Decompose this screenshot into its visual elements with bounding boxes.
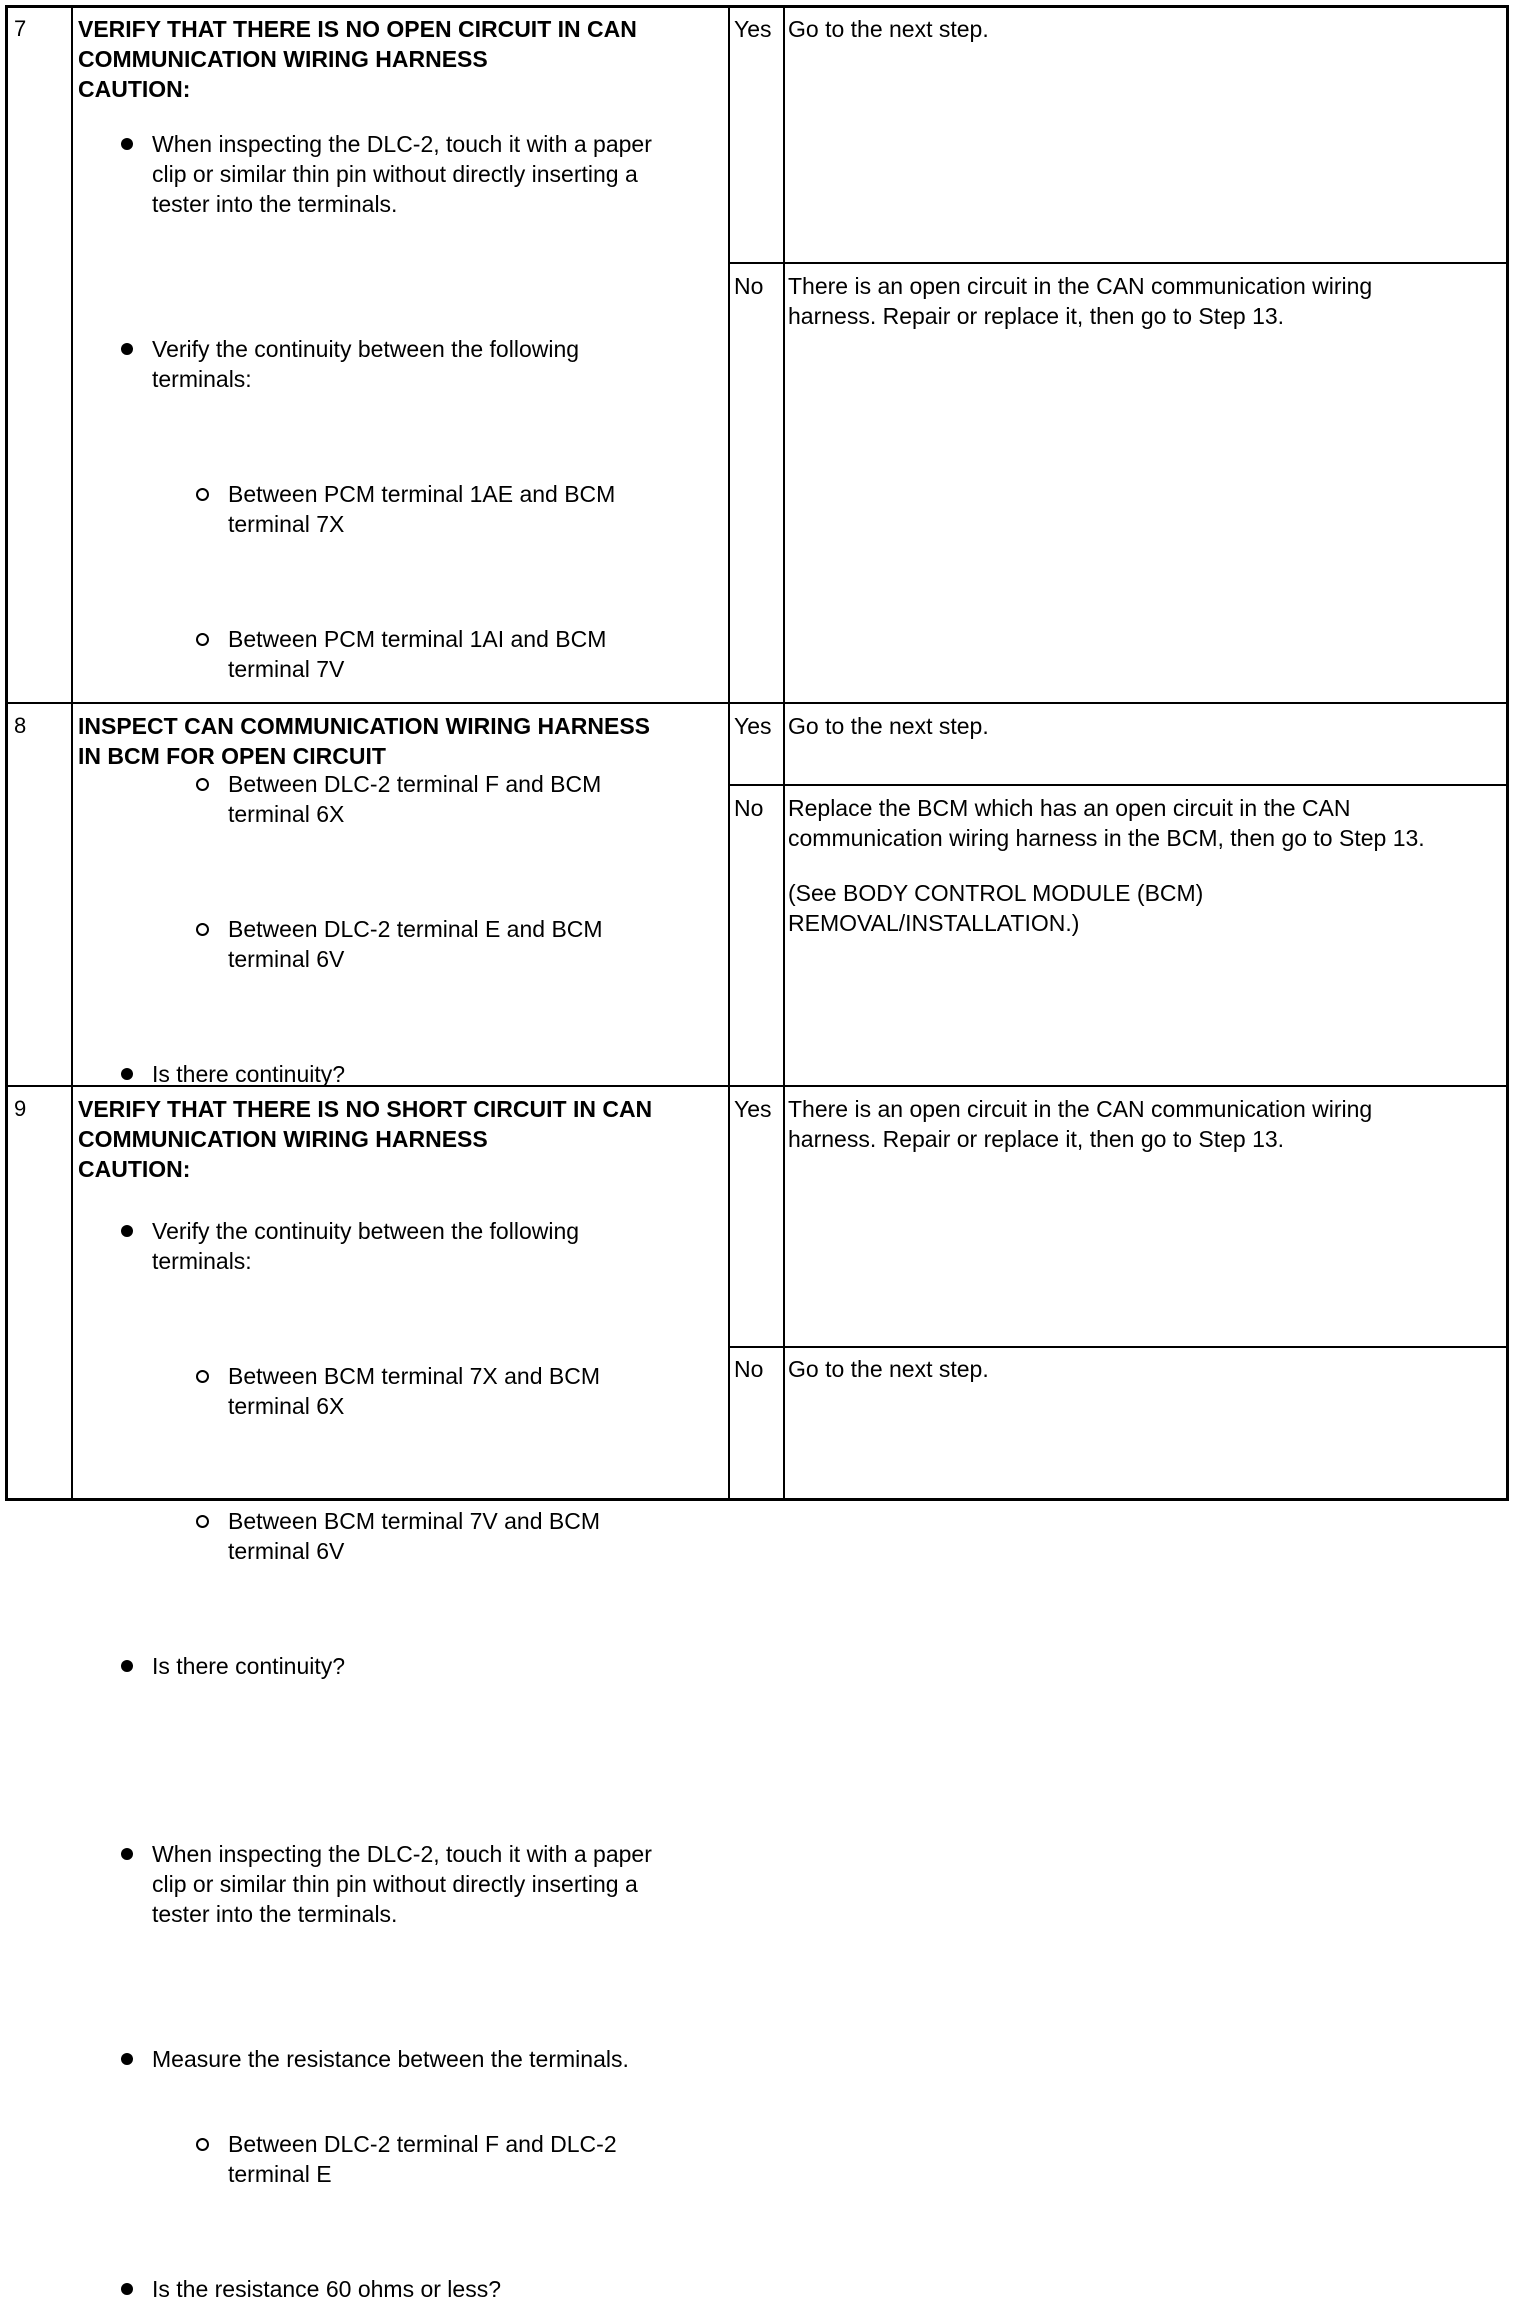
no-label: No	[734, 1356, 764, 1382]
no-label: No	[734, 273, 764, 299]
sub-list-item: Between BCM terminal 7V and BCM terminal 6V	[78, 1506, 1520, 1566]
no-label: No	[734, 795, 764, 821]
sub-bullet-icon	[196, 2138, 209, 2151]
heading-line: VERIFY THAT THERE IS NO OPEN CIRCUIT IN CAN	[78, 16, 637, 42]
diagnostic-table	[5, 5, 1509, 2302]
heading-line: VERIFY THAT THERE IS NO SHORT CIRCUIT IN CAN	[78, 1096, 653, 1122]
sub-bullet-icon	[196, 488, 209, 501]
yes-label: Yes	[734, 713, 772, 739]
bullet-icon	[121, 2053, 133, 2065]
no-result: There is an open circuit in the CAN communication wiring harness. Repair or replace it, then go to Step 13.	[788, 273, 1373, 329]
step-number: 7	[14, 16, 27, 41]
sub-bullet-icon	[196, 923, 209, 936]
bullet-icon	[121, 1068, 133, 1080]
yes-result: There is an open circuit in the CAN communication wiring harness. Repair or replace it, then go to Step 13.	[788, 1096, 1373, 1152]
bullet-icon	[121, 1848, 133, 1860]
list-item: Is the resistance 60 ohms or less?	[78, 2274, 1520, 2304]
sub-list-item: Between PCM terminal 1AI and BCM terminal 7V	[78, 624, 1520, 684]
sub-list-item: Between DLC-2 terminal F and BCM terminal 6X	[78, 769, 1520, 829]
sub-list-item: Between DLC-2 terminal E and BCM terminal 6V	[78, 914, 1520, 974]
step-number: 9	[14, 1096, 27, 1121]
heading-line: COMMUNICATION WIRING HARNESS	[78, 46, 488, 72]
list-item: Is there continuity?	[78, 1651, 1520, 1681]
heading-line: IN BCM FOR OPEN CIRCUIT	[78, 743, 386, 769]
bullet-icon	[121, 2283, 133, 2295]
yes-label: Yes	[734, 16, 772, 42]
caution-label: CAUTION:	[78, 1156, 191, 1182]
caution-label: CAUTION:	[78, 76, 191, 102]
bullet-icon	[121, 1660, 133, 1672]
list-item: When inspecting the DLC-2, touch it with a paper clip or similar thin pin without directly inserting a tester into the terminals.	[78, 129, 1520, 219]
list-item: Verify the continuity between the following terminals:	[78, 1216, 1520, 1276]
column-divider	[71, 8, 73, 1498]
bullet-icon	[121, 138, 133, 150]
yes-no-divider	[728, 1346, 1506, 1348]
yes-result: Go to the next step.	[788, 16, 989, 42]
bullet-icon	[121, 343, 133, 355]
sub-list-item: Between PCM terminal 1AE and BCM terminal 7X	[78, 479, 1520, 539]
reference-note: (See BODY CONTROL MODULE (BCM)	[788, 880, 1204, 906]
yes-result: Go to the next step.	[788, 713, 989, 739]
yes-no-divider	[728, 262, 1506, 264]
row-divider	[8, 702, 1506, 704]
heading-line: COMMUNICATION WIRING HARNESS	[78, 1126, 488, 1152]
step-number: 8	[14, 713, 27, 738]
heading-line: INSPECT CAN COMMUNICATION WIRING HARNESS	[78, 713, 651, 739]
list-item: Measure the resistance between the terminals.	[78, 2044, 1520, 2074]
step-heading	[78, 711, 650, 771]
sub-bullet-icon	[196, 1370, 209, 1383]
list-item: Verify the continuity between the following terminals:	[78, 334, 1520, 394]
sub-bullet-icon	[196, 633, 209, 646]
sub-list-item: Between DLC-2 terminal F and DLC-2 terminal E	[78, 2129, 1520, 2189]
sub-bullet-icon	[196, 1515, 209, 1528]
list-item: When inspecting the DLC-2, touch it with a paper clip or similar thin pin without directly inserting a tester into the terminals.	[78, 1839, 1520, 1929]
reference-note: REMOVAL/INSTALLATION.)	[788, 910, 1080, 936]
bullet-icon	[121, 1225, 133, 1237]
sub-list-item: Between BCM terminal 7X and BCM terminal 6X	[78, 1361, 1520, 1421]
step-heading	[78, 1094, 652, 1184]
step-heading	[78, 14, 637, 104]
list-item: Is there continuity?	[78, 1059, 1520, 1089]
sub-bullet-icon	[196, 778, 209, 791]
no-result: Replace the BCM which has an open circuit in the CAN communication wiring harness in the BCM, then go to Step 13. (See BODY CONTROL MODULE (BCM) REMOVAL/INSTALLATION.)	[788, 795, 1425, 936]
yes-label: Yes	[734, 1096, 772, 1122]
no-result: Go to the next step.	[788, 1356, 989, 1382]
